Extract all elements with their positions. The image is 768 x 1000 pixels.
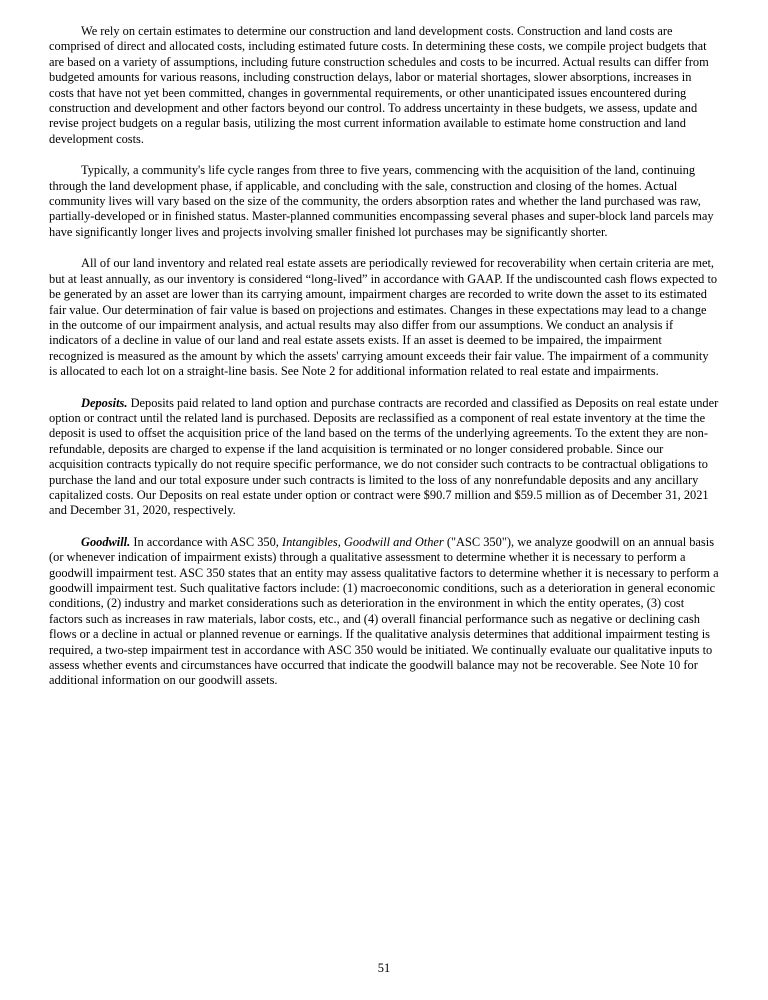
paragraph-text: Typically, a community's life cycle ranges from three to five years, commencing with the acquisition of the land, continuing through the land development phase, if applicable, and concluding with the sale, construction and closing of the homes. Actual community lives will vary based on the size of the community, the orders absorption rates and whether the land purchased was raw, partially-developed or in finished status. Master-planned communities encompassing several phases and super-block land parcels may have significantly longer lives and projects involving smaller finished lot purchases may be significantly shorter. [49, 163, 714, 239]
asc-350-title: Intangibles, Goodwill and Other [281, 534, 444, 549]
paragraph-goodwill [49, 535, 719, 689]
page-number: 51 [377, 961, 391, 975]
paragraph-text: Deposits paid related to land option and purchase contracts are recorded and classified as Deposits on real estate under option or contract until the related land is purchased. Deposits are reclassified as a component of real estate inventory at the time the deposit is used to offset the acquisition price of the land based on the terms of the underlying agreements. To the extent they are non-refundable, deposits are charged to expense if the land acquisition is terminated or no longer considered probable. Since our acquisition contracts typically do not require specific performance, we do not consider such contracts to be contractual obligations to purchase the land and our total exposure under such contracts is limited to the loss of any nonrefundable deposits and any ancillary capitalized costs. Our Deposits on real estate under option or contract were $90.7 million and $59.5 million as of December 31, 2021 and December 31, 2020, respectively. [49, 395, 719, 518]
paragraph-text: In accordance with ASC 350, [130, 534, 282, 549]
goodwill-lead-in: Goodwill. [81, 534, 131, 549]
paragraph-community-life-cycle [49, 163, 719, 240]
deposits-lead-in: Deposits. [81, 395, 128, 410]
paragraph-construction-estimates [49, 24, 719, 147]
paragraph-land-inventory-impairment [49, 256, 719, 379]
paragraph-text: All of our land inventory and related real estate assets are periodically reviewed for recoverability when certain criteria are met, but at least annually, as our inventory is considered “long-lived” in accordance with GAAP. If the undiscounted cash flows expected to be generated by an asset are lower than its carrying amount, impairment charges are recorded to write down the asset to its estimated fair value. Our determination of fair value is based on projections and estimates. Changes in these expectations may lead to a change in the outcome of our impairment analysis, and actual results may also differ from our assumptions. We conduct an analysis if indicators of a decline in value of our land and real estate assets exists. If an asset is deemed to be impaired, the impairment recognized is measured as the amount by which the assets' carrying amount exceeds their fair value. The impairment of a community is allocated to each lot on a straight-line basis. See Note 2 for additional information related to real estate and impairments. [49, 256, 718, 379]
paragraph-text: We rely on certain estimates to determine our construction and land development costs. Construction and land costs are comprised of direct and allocated costs, including estimated future costs. In determining these costs, we compile project budgets that are based on a variety of assumptions, including future construction schedules and costs to be incurred. Actual results can differ from budgeted amounts for various reasons, including construction delays, labor or material shortages, slower absorptions, increases in costs that have not yet been committed, changes in governmental requirements, or other unanticipated issues encountered during construction and development and other factors beyond our control. To address uncertainty in these budgets, we assess, update and revise project budgets on a regular basis, utilizing the most current information available to estimate home construction and land development costs. [49, 24, 709, 146]
paragraph-deposits [49, 396, 719, 519]
document-body [49, 24, 719, 705]
paragraph-text: ("ASC 350"), we analyze goodwill on an annual basis (or whenever indication of impairment exists) through a qualitative assessment to determine whether it is necessary to perform a goodwill impairment test. ASC 350 states that an entity may assess qualitative factors to determine whether it is necessary to perform a goodwill impairment test. Such qualitative factors include: (1) macroeconomic conditions, such as a deterioration in general economic conditions, (2) industry and market considerations such as deterioration in the environment in which the entity operates, (3) cost factors such as increases in raw materials, labor costs, etc., and (4) overall financial performance such as negative or declining cash flows or a decline in actual or planned revenue or earnings. If the qualitative analysis determines that additional impairment testing is required, a two-step impairment test in accordance with ASC 350 would be initiated. We continually evaluate our qualitative inputs to assess whether events and circumstances have occurred that indicate the goodwill balance may not be recoverable. See Note 10 for additional information on our goodwill assets. [49, 534, 719, 688]
